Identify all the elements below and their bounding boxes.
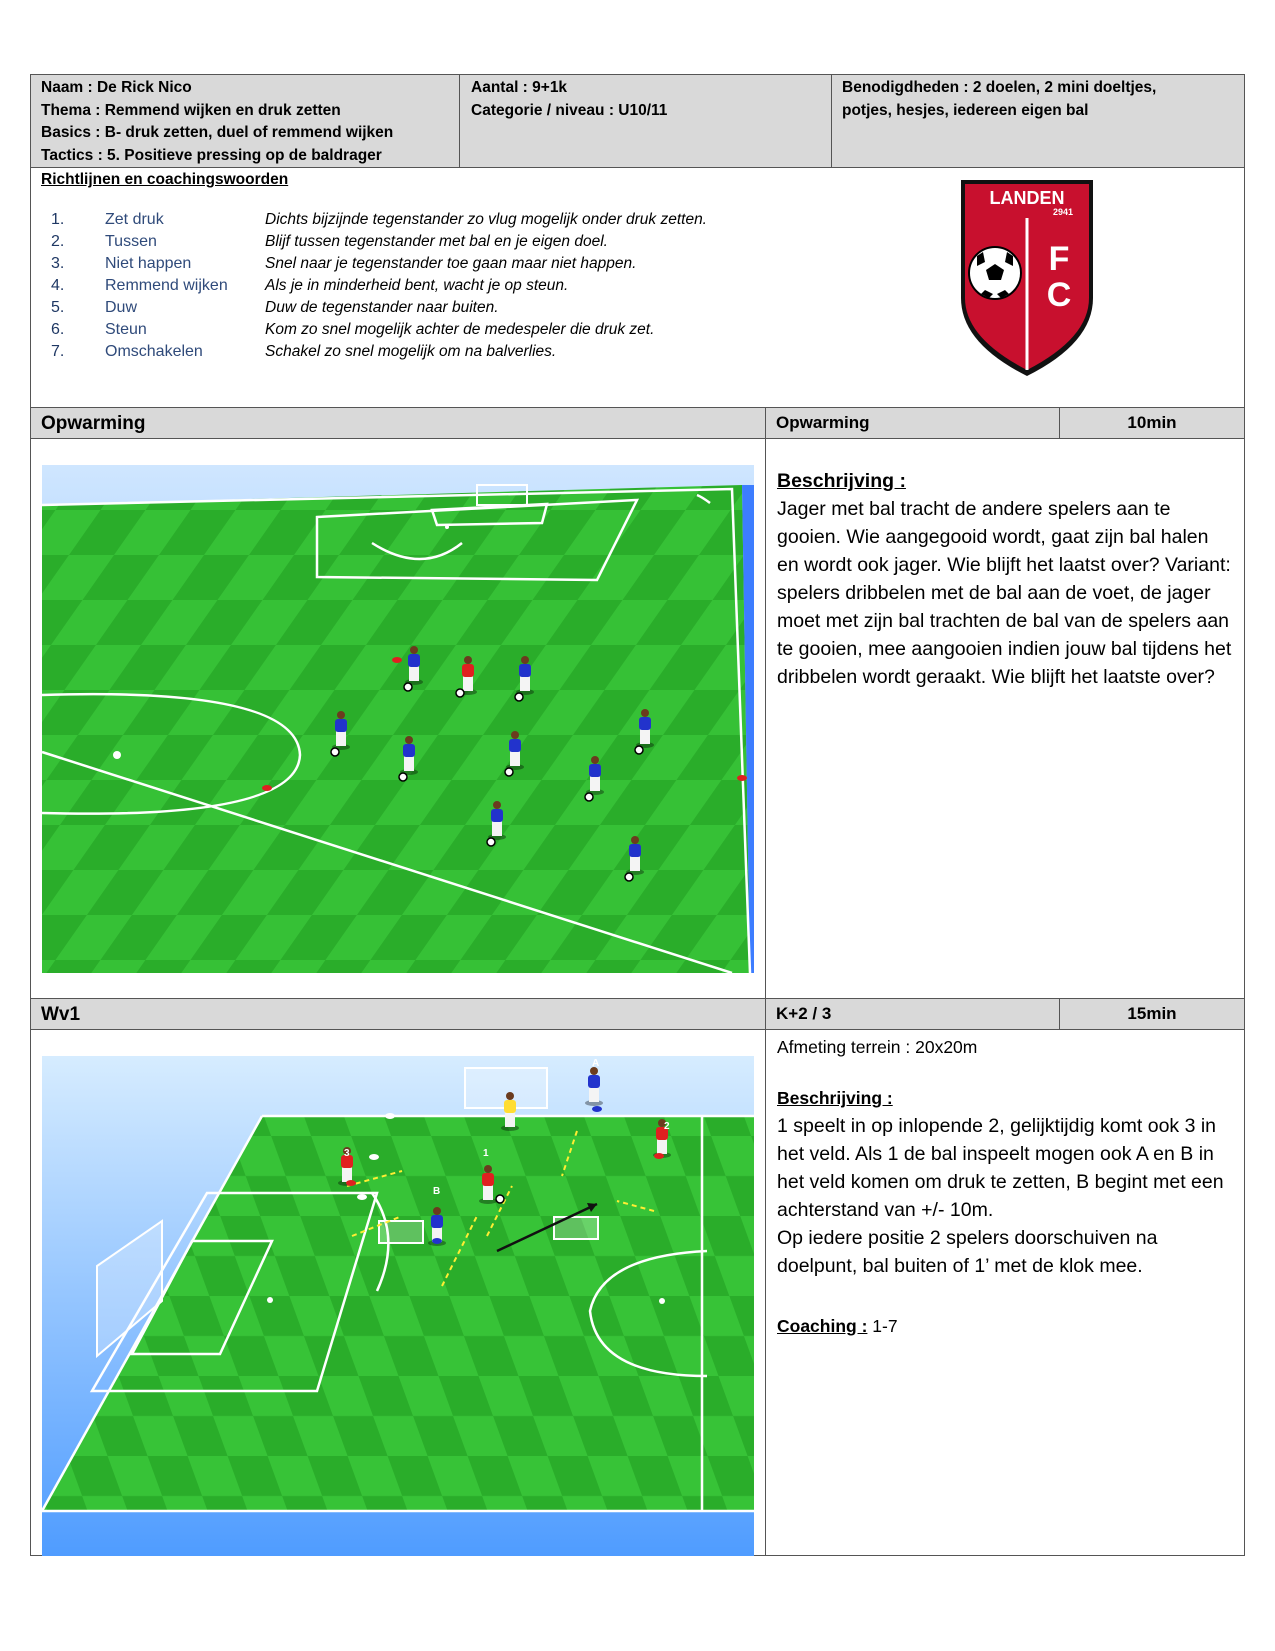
diagram-label: 3	[344, 1148, 350, 1159]
guideline-keyword: Steun	[105, 321, 147, 338]
materials-line1: Benodigdheden : 2 doelen, 2 mini doeltjes,	[842, 79, 1157, 96]
materials-line2: potjes, hesjes, iedereen eigen bal	[842, 101, 1089, 119]
guideline-text: Dichts bijzijnde tegenstander zo vlug mogelijk onder druk zetten.	[265, 211, 707, 228]
cone-icon	[432, 1238, 442, 1244]
section1-subtitle: Opwarming	[776, 413, 870, 432]
guideline-number: 7.	[51, 343, 65, 360]
section1-sub-cell	[765, 407, 1060, 439]
ball-icon	[456, 689, 464, 697]
section1-time: 10min	[1127, 413, 1177, 432]
guideline-number: 6.	[51, 321, 65, 338]
ball-icon	[331, 748, 339, 756]
guideline-number: 5.	[51, 299, 65, 316]
theme: Thema : Remmend wijken en druk zetten	[41, 101, 341, 119]
ball-icon	[404, 683, 412, 691]
coaching-value: 1-7	[872, 1316, 898, 1336]
club-logo	[959, 178, 1095, 378]
section1-desc-cell	[765, 438, 1245, 999]
cone-icon	[346, 1180, 356, 1186]
guideline-number: 1.	[51, 211, 65, 228]
diagram-label: A	[592, 1058, 600, 1069]
ball-icon	[399, 773, 407, 781]
diagram-label: 1	[483, 1148, 489, 1159]
guideline-keyword: Niet happen	[105, 255, 192, 272]
ball-icon	[635, 746, 643, 754]
guideline-text: Schakel zo snel mogelijk om na balverlies.	[265, 343, 557, 360]
section2-subtitle: K+2 / 3	[776, 1004, 832, 1023]
logo-letter-f: F	[1048, 240, 1070, 278]
cone-icon	[654, 1153, 664, 1159]
guidelines-block	[30, 167, 1245, 408]
category-level: Categorie / niveau : U10/11	[471, 101, 668, 119]
section2-description: 1 speelt in op inlopende 2, gelijktijdig komt ook 3 in het veld. Als 1 de bal inspeelt mogen ook A en B in het veld komen om druk te zetten, B begint met een achterstand van +/- 10m. Op iedere positie 2 spelers doorschuiven na doelpunt, bal buiten of 1’ met de klok mee.	[777, 1115, 1224, 1277]
section1-desc-title: Beschrijving :	[777, 470, 906, 492]
player-count: Aantal : 9+1k	[471, 79, 568, 96]
shield-icon	[959, 178, 1095, 378]
section2-sub-cell	[765, 998, 1060, 1030]
guidelines-title: Richtlijnen en coachingswoorden	[41, 171, 289, 188]
diagram-label: 2	[664, 1121, 670, 1132]
ball-icon	[625, 873, 633, 881]
logo-year: 2941	[1052, 207, 1074, 217]
guideline-keyword: Tussen	[105, 233, 157, 250]
ball-icon	[515, 693, 523, 701]
ball-icon	[505, 768, 513, 776]
header-cell-trainer	[30, 74, 460, 168]
header-cell-count	[459, 74, 832, 168]
section1-time-cell	[1059, 407, 1245, 439]
section2-time-cell	[1059, 998, 1245, 1030]
guideline-number: 3.	[51, 255, 65, 272]
trainer-name: Naam : De Rick Nico	[41, 79, 192, 96]
guideline-keyword: Remmend wijken	[105, 277, 228, 294]
warmup-diagram	[42, 465, 754, 973]
section2-title-cell	[30, 998, 766, 1030]
guideline-text: Blijf tussen tegenstander met bal en je eigen doel.	[265, 233, 608, 250]
guideline-text: Als je in minderheid bent, wacht je op steun.	[265, 277, 569, 294]
logo-text-top: LANDEN	[989, 188, 1065, 208]
basics: Basics : B- druk zetten, duel of remmend wijken	[41, 124, 394, 141]
tactics: Tactics : 5. Positieve pressing op de baldrager	[41, 146, 382, 164]
guideline-number: 2.	[51, 233, 65, 250]
cone-icon	[592, 1106, 602, 1112]
section2-time: 15min	[1127, 1004, 1177, 1023]
section2-desc-cell	[765, 1029, 1245, 1556]
logo-letter-c: C	[1046, 276, 1072, 314]
field-size: Afmeting terrein : 20x20m	[777, 1037, 978, 1057]
section2-desc-title: Beschrijving :	[777, 1088, 893, 1108]
coaching-label: Coaching :	[777, 1316, 868, 1336]
guideline-text: Snel naar je tegenstander toe gaan maar niet happen.	[265, 255, 637, 272]
ball-icon	[585, 793, 593, 801]
guideline-number: 4.	[51, 277, 65, 294]
ball-icon	[487, 838, 495, 846]
ball-icon	[496, 1195, 504, 1203]
guideline-keyword: Omschakelen	[105, 343, 203, 360]
guideline-keyword: Duw	[105, 299, 138, 316]
header-cell-materials	[831, 74, 1245, 168]
section1-description: Jager met bal tracht de andere spelers aan te gooien. Wie aangegooid wordt, gaat zijn bal halen en wordt ook jager. Wie blijft het laatst over? Variant: spelers dribbelen met de bal aan de voet, de jager moet met zijn bal trachten de bal van de spelers aan te gooien, mee aangooien indien jouw bal tijdens het dribbelen wordt geraakt. Wie blijft het laatste over?	[777, 498, 1232, 688]
exercise-diagram	[42, 1056, 754, 1556]
section1-title: Opwarming	[41, 413, 146, 434]
diagram-label: B	[433, 1186, 441, 1197]
section1-title-cell	[30, 407, 766, 439]
guideline-text: Duw de tegenstander naar buiten.	[265, 299, 499, 316]
section2-title: Wv1	[41, 1004, 81, 1025]
guideline-keyword: Zet druk	[105, 211, 164, 228]
guideline-text: Kom zo snel mogelijk achter de medespeler die druk zet.	[265, 321, 655, 338]
